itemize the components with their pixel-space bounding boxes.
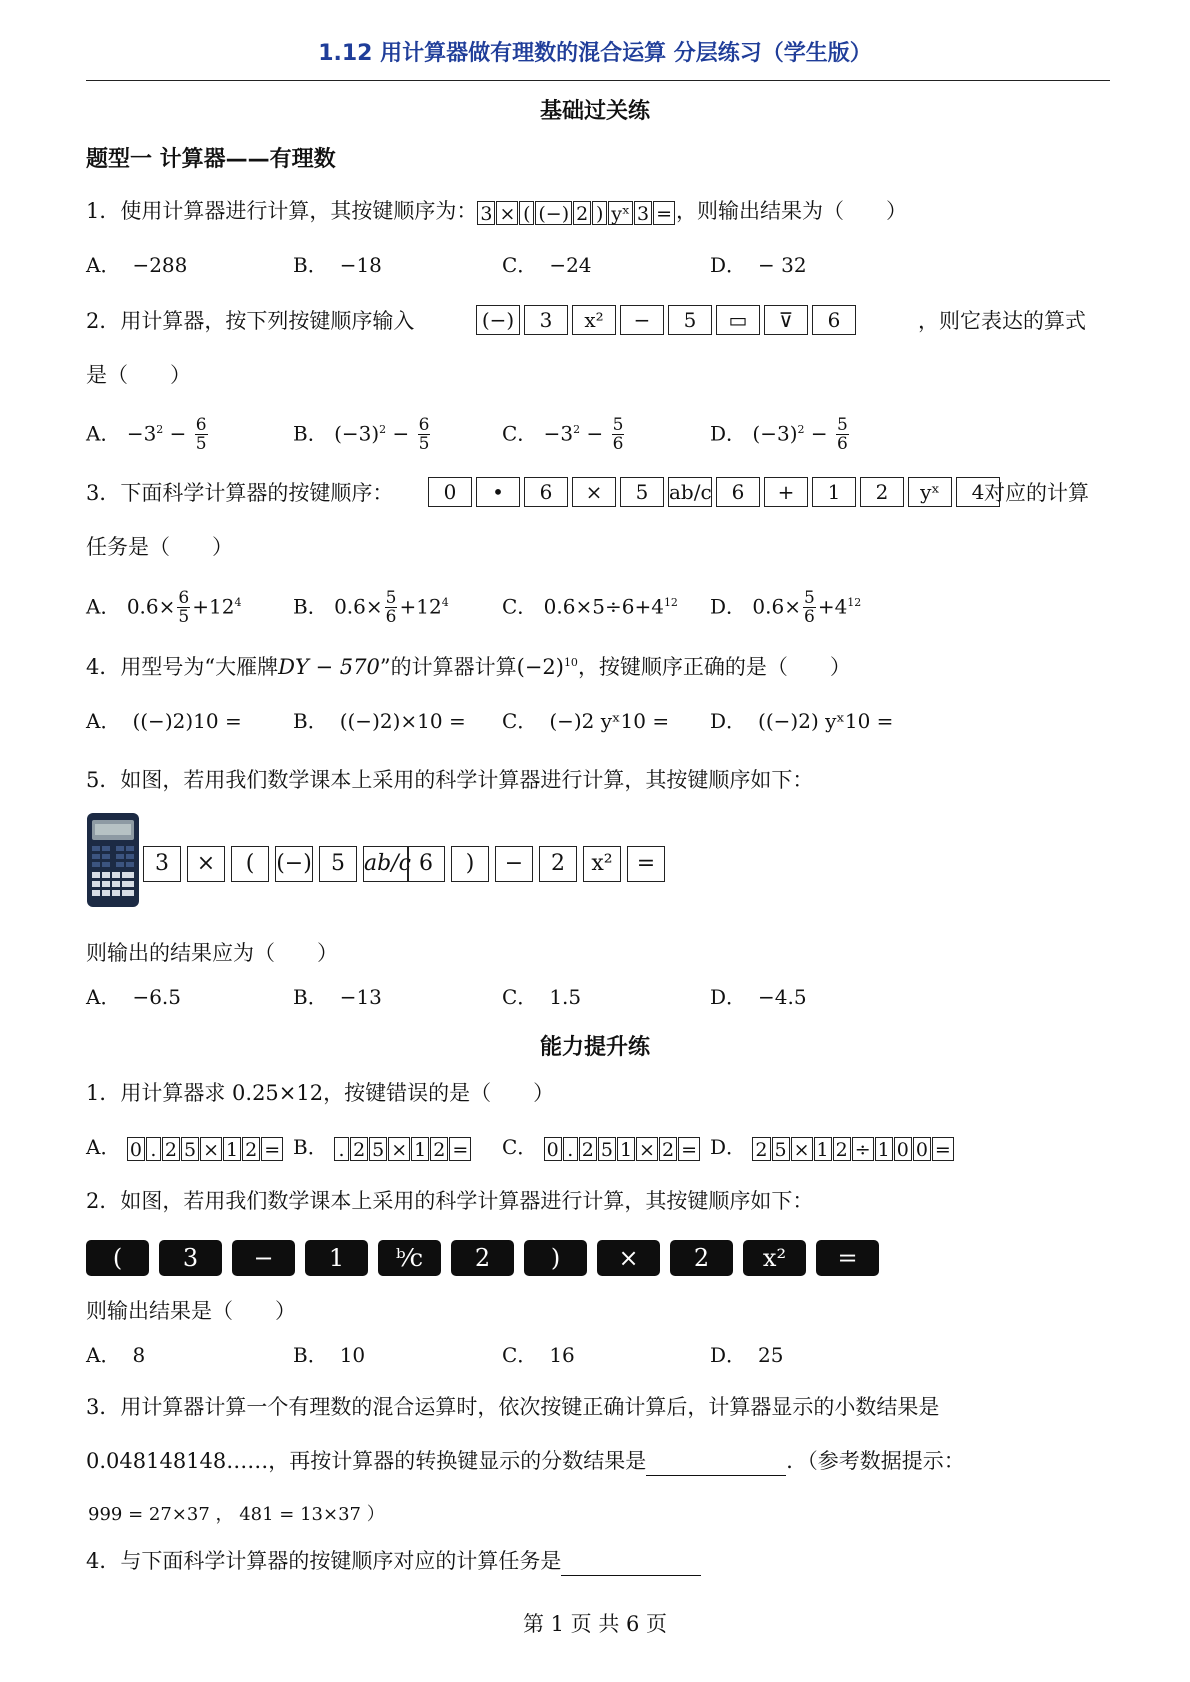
answer-blank[interactable] (646, 1453, 786, 1476)
option-value: −4.5 (758, 985, 807, 1009)
q2-option-c: C． $-3^2$ − $\frac{5}{6}$ (502, 415, 624, 455)
calc-key: + (764, 477, 808, 507)
calc-key: (−) (476, 305, 520, 335)
option-c (502, 1340, 575, 1370)
option-label: B． (293, 253, 328, 277)
calc-key: . (334, 1137, 349, 1161)
option-a (86, 982, 181, 1012)
option-label: A． (86, 253, 121, 277)
calc-key: 2 (539, 846, 577, 882)
calc-key: 2 (430, 1137, 448, 1161)
advanced-question-3-line2b: ．（参考数据提示： (786, 1449, 965, 1473)
calc-key: = (653, 201, 675, 225)
advanced-question-3-line2a: 0.048148148……，再按计算器的转换键显示的分数结果是 (86, 1449, 647, 1473)
calc-key: ab/c (363, 846, 409, 882)
option-label: A． (86, 985, 121, 1009)
option-d (710, 706, 893, 736)
frac-den: 6 (385, 607, 397, 628)
calc-key: 2 (752, 1137, 770, 1161)
frac-den: 5 (178, 607, 190, 628)
calc-key-dark: ) (524, 1240, 587, 1276)
advanced-question-2-keys (86, 1240, 886, 1276)
question-type-heading: 题型一 计算器——有理数 (86, 147, 336, 172)
calc-key: ( (519, 201, 534, 225)
q3-option-d-fraction (803, 590, 816, 626)
q3-option-b-fraction (385, 590, 398, 626)
calc-key: 2 (833, 1137, 851, 1161)
p1-option-d-keys (752, 1135, 954, 1159)
option-label: C． (502, 985, 538, 1009)
calc-key: 0 (544, 1137, 562, 1161)
calc-key: ▭ (716, 305, 760, 335)
calc-key: 2 (860, 477, 904, 507)
option-value: 10 (339, 1343, 366, 1367)
question-3-text: 3．下面科学计算器的按键顺序： (86, 481, 394, 505)
calc-key: × (496, 201, 518, 225)
calc-key: 1 (812, 477, 856, 507)
option-value: ((−)2)10 = (132, 709, 242, 733)
calc-key: = (449, 1137, 471, 1161)
calc-key: 2 (162, 1137, 180, 1161)
calc-key: 5 (369, 1137, 387, 1161)
calc-key: 6 (524, 477, 568, 507)
q2-option-b: B． $(-3)^2$ − $\frac{6}{5}$ (293, 415, 430, 455)
q3-option-a-pre: 0.6× (126, 594, 176, 619)
option-d (710, 250, 807, 280)
option-value: −6.5 (132, 985, 182, 1009)
option-a (86, 706, 242, 736)
calc-key: × (187, 846, 225, 882)
option-value: −13 (339, 985, 382, 1009)
advanced-question-3-line3: 999 = 27×37 ， 481 = 13×37 ） (88, 1504, 385, 1525)
question-4-exp: 10 (563, 656, 578, 669)
q3-option-a (86, 588, 241, 626)
question-2-after: ，则它表达的算式 (918, 309, 1086, 333)
calc-key: 3 (634, 201, 652, 225)
calc-key: yˣ (608, 201, 633, 225)
p1-option-b (293, 1132, 472, 1162)
advanced-question-3-line1: 3．用计算器计算一个有理数的混合运算时，依次按键正确计算后，计算器显示的小数结果是 (86, 1395, 940, 1419)
calc-key: × (572, 477, 616, 507)
question-1 (86, 196, 907, 226)
frac-num: 6 (195, 415, 207, 436)
calc-key: 3 (524, 305, 568, 335)
calc-key: yˣ (908, 477, 952, 507)
question-2-line2: 是（ ） (86, 363, 191, 387)
frac-num: 5 (803, 588, 815, 609)
q2-option-c-fraction (612, 417, 625, 453)
q2-option-a-label: A． (86, 421, 121, 446)
question-4-after: ，按键顺序正确的是（ ） (577, 655, 851, 679)
calc-key: × (388, 1137, 410, 1161)
calc-key: − (495, 846, 533, 882)
option-value: −288 (132, 253, 188, 277)
calc-key-dark: 1 (305, 1240, 368, 1276)
section-basic: 基础过关练 (539, 99, 650, 124)
question-1-keys (477, 199, 676, 223)
calc-key-dark: 2 (670, 1240, 733, 1276)
q2-option-c-base: −3 (543, 421, 574, 446)
question-3-line2: 任务是（ ） (86, 535, 233, 559)
calc-key: × (791, 1137, 813, 1161)
calc-key: 6 (812, 305, 856, 335)
calc-key: ⊽ (764, 305, 808, 335)
calc-key: 3 (477, 201, 495, 225)
calc-key: 5 (181, 1137, 199, 1161)
q3-option-b-exp: 4 (441, 596, 449, 609)
question-4-mid: ”的计算器计算 (379, 655, 517, 679)
p1-option-d (710, 1132, 955, 1162)
calc-key: 5 (319, 846, 357, 882)
q2-option-b-base: (−3) (334, 421, 380, 446)
p1-option-a-keys (127, 1135, 284, 1159)
p1-option-d-label: D． (710, 1135, 747, 1159)
question-3 (86, 478, 393, 508)
advanced-question-2-text: 2．如图，若用我们数学课本上采用的科学计算器进行计算，其按键顺序如下： (86, 1189, 814, 1213)
q3-option-b-pre: 0.6× (334, 594, 383, 619)
option-value: − 32 (758, 253, 807, 277)
calc-key: 2 (573, 201, 591, 225)
calc-key: 2 (350, 1137, 368, 1161)
calc-key: 0 (913, 1137, 931, 1161)
frac-den: 5 (418, 434, 430, 455)
calc-key: = (678, 1137, 700, 1161)
calc-key: ) (451, 846, 489, 882)
p1-option-a-label: A． (86, 1135, 121, 1159)
question-4-model: DY − 570 (278, 655, 380, 679)
question-4-text: 4．用型号为“大雁牌 (86, 655, 279, 679)
frac-den: 6 (803, 607, 815, 628)
q2-option-b-fraction (418, 417, 431, 453)
calc-key: 1 (411, 1137, 429, 1161)
option-c (502, 706, 669, 736)
calc-key-dark: x² (743, 1240, 806, 1276)
option-label: A． (86, 709, 121, 733)
option-label: D． (710, 709, 747, 733)
frac-den: 6 (836, 434, 848, 455)
frac-num: 6 (418, 415, 430, 436)
q2-option-a-base: −3 (126, 421, 157, 446)
option-d (710, 982, 807, 1012)
q3-option-d-pre: 0.6× (752, 594, 801, 619)
calc-key: ( (231, 846, 269, 882)
calc-key: . (563, 1137, 578, 1161)
option-label: A． (86, 1343, 121, 1367)
option-d (710, 1340, 784, 1370)
calc-key-dark: ᵇ⁄c (378, 1240, 441, 1276)
option-label: C． (502, 709, 538, 733)
q3-option-a-exp: 4 (234, 596, 242, 609)
q3-option-d-label: D． (710, 594, 747, 619)
calc-key: 1 (617, 1137, 635, 1161)
option-b (293, 982, 382, 1012)
frac-den: 6 (612, 434, 624, 455)
option-a (86, 250, 187, 280)
q2-option-a: A． $-3^2$ − $\frac{6}{5}$ (86, 415, 207, 455)
option-value: ((−)2)×10 = (339, 709, 466, 733)
option-value: 16 (549, 1343, 575, 1367)
q3-option-c-text: 0.6×5÷6+4 (543, 594, 664, 619)
advanced-question-4-text: 4．与下面科学计算器的按键顺序对应的计算任务是 (86, 1549, 562, 1573)
advanced-question-4 (86, 1546, 701, 1576)
option-label: D． (710, 985, 747, 1009)
calc-key-dark: = (816, 1240, 879, 1276)
calc-key: 2 (242, 1137, 260, 1161)
q2-option-d-base: (−3) (752, 421, 798, 446)
calculator-icon (86, 812, 140, 908)
page-footer: 第 1 页 共 6 页 (522, 1612, 668, 1636)
q2-option-d-label: D． (710, 421, 747, 446)
section-advanced: 能力提升练 (539, 1035, 650, 1060)
answer-blank[interactable] (561, 1553, 701, 1576)
q3-option-d-post: +4 (817, 594, 848, 619)
calc-key-dark: ( (86, 1240, 149, 1276)
option-label: B． (293, 709, 328, 733)
calc-key: × (636, 1137, 658, 1161)
calc-key: 1 (875, 1137, 893, 1161)
q2-option-b-label: B． (293, 421, 328, 446)
option-label: D． (710, 253, 747, 277)
frac-num: 5 (385, 588, 397, 609)
calc-key: = (932, 1137, 954, 1161)
p1-option-c-label: C． (502, 1135, 538, 1159)
calc-key: 6 (716, 477, 760, 507)
option-label: B． (293, 1343, 328, 1367)
calc-key: • (476, 477, 520, 507)
option-value: 1.5 (549, 985, 582, 1009)
question-3-keys (428, 477, 1004, 507)
calc-key: 3 (143, 846, 181, 882)
calc-key: = (627, 846, 665, 882)
calc-key: x² (572, 305, 616, 335)
q3-option-d (710, 588, 861, 626)
calc-key: 1 (223, 1137, 241, 1161)
calc-key: ab/c (668, 477, 712, 507)
q2-option-a-fraction (195, 417, 208, 453)
option-value: (−)2 yˣ10 = (549, 709, 670, 733)
option-a (86, 1340, 145, 1370)
advanced-question-1-text: 1．用计算器求 0.25×12，按键错误的是（ ） (86, 1081, 555, 1105)
calc-key: 1 (814, 1137, 832, 1161)
calc-key: = (261, 1137, 283, 1161)
calc-key: 6 (407, 846, 445, 882)
question-2-text: 2．用计算器，按下列按键顺序输入 (86, 309, 415, 333)
frac-num: 6 (178, 588, 190, 609)
calc-key: 0 (127, 1137, 145, 1161)
option-label: C． (502, 1343, 538, 1367)
q3-option-d-exp: 12 (847, 596, 862, 609)
question-1-after: ，则输出结果为（ ） (676, 199, 908, 223)
question-5-after: 则输出的结果应为（ ） (86, 941, 338, 965)
option-value: 8 (132, 1343, 146, 1367)
calc-key: 2 (659, 1137, 677, 1161)
calc-key-dark: 2 (451, 1240, 514, 1276)
p1-option-c (502, 1132, 701, 1162)
q3-option-b-label: B． (293, 594, 328, 619)
calc-key: 0 (428, 477, 472, 507)
frac-den: 5 (195, 434, 207, 455)
calc-key: ÷ (852, 1137, 874, 1161)
page-title: 1.12 用计算器做有理数的混合运算 分层练习（学生版） (318, 41, 872, 66)
p1-option-b-keys (334, 1135, 472, 1159)
option-value: −18 (339, 253, 382, 277)
q2-option-d: D． $(-3)^2$ − $\frac{5}{6}$ (710, 415, 848, 455)
q3-option-c-label: C． (502, 594, 538, 619)
header-rule (86, 80, 1110, 81)
advanced-question-3-line2 (86, 1446, 965, 1476)
calc-key: 0 (894, 1137, 912, 1161)
calc-key: . (146, 1137, 161, 1161)
calc-key: (−) (535, 201, 572, 225)
q2-option-d-fraction (836, 417, 849, 453)
calc-key: 5 (620, 477, 664, 507)
q3-option-b (293, 588, 449, 626)
option-label: B． (293, 985, 328, 1009)
question-3-after: 对应的计算 (984, 481, 1089, 505)
option-c (502, 250, 592, 280)
q3-option-c (502, 588, 678, 622)
question-4-expr: (−2) (516, 655, 564, 679)
calc-key: × (200, 1137, 222, 1161)
calc-key: 5 (772, 1137, 790, 1161)
question-2 (86, 306, 414, 336)
question-1-text: 1．使用计算器进行计算，其按键顺序为： (86, 199, 478, 223)
option-c (502, 982, 581, 1012)
option-b (293, 1340, 365, 1370)
option-value: ((−)2) yˣ10 = (758, 709, 894, 733)
calc-key: 5 (598, 1137, 616, 1161)
calc-key: (−) (275, 846, 313, 882)
calc-key: − (620, 305, 664, 335)
calc-key: 5 (668, 305, 712, 335)
option-b (293, 250, 382, 280)
question-2-keys (476, 305, 860, 335)
calc-key: x² (583, 846, 621, 882)
q3-option-a-label: A． (86, 594, 121, 619)
q3-option-b-post: +12 (399, 594, 442, 619)
calc-key-dark: × (597, 1240, 660, 1276)
q3-option-c-exp: 12 (663, 596, 678, 609)
calc-key-dark: 3 (159, 1240, 222, 1276)
advanced-question-2-after: 则输出结果是（ ） (86, 1299, 296, 1323)
option-value: −24 (549, 253, 592, 277)
q3-option-a-post: +12 (192, 594, 235, 619)
p1-option-b-label: B． (293, 1135, 328, 1159)
option-label: C． (502, 253, 538, 277)
calc-key: 4 (956, 477, 1000, 507)
p1-option-a (86, 1132, 284, 1162)
frac-num: 5 (836, 415, 848, 436)
calc-key: 2 (579, 1137, 597, 1161)
q3-option-a-fraction (177, 590, 190, 626)
question-4 (86, 648, 851, 682)
q2-option-c-label: C． (502, 421, 538, 446)
frac-num: 5 (612, 415, 624, 436)
calc-key: ) (592, 201, 607, 225)
question-5-keys (143, 846, 683, 882)
option-b (293, 706, 466, 736)
p1-option-c-keys (544, 1135, 701, 1159)
option-value: 25 (758, 1343, 784, 1367)
question-5-text: 5．如图，若用我们数学课本上采用的科学计算器进行计算，其按键顺序如下： (86, 768, 814, 792)
option-label: D． (710, 1343, 747, 1367)
calc-key-dark: − (232, 1240, 295, 1276)
